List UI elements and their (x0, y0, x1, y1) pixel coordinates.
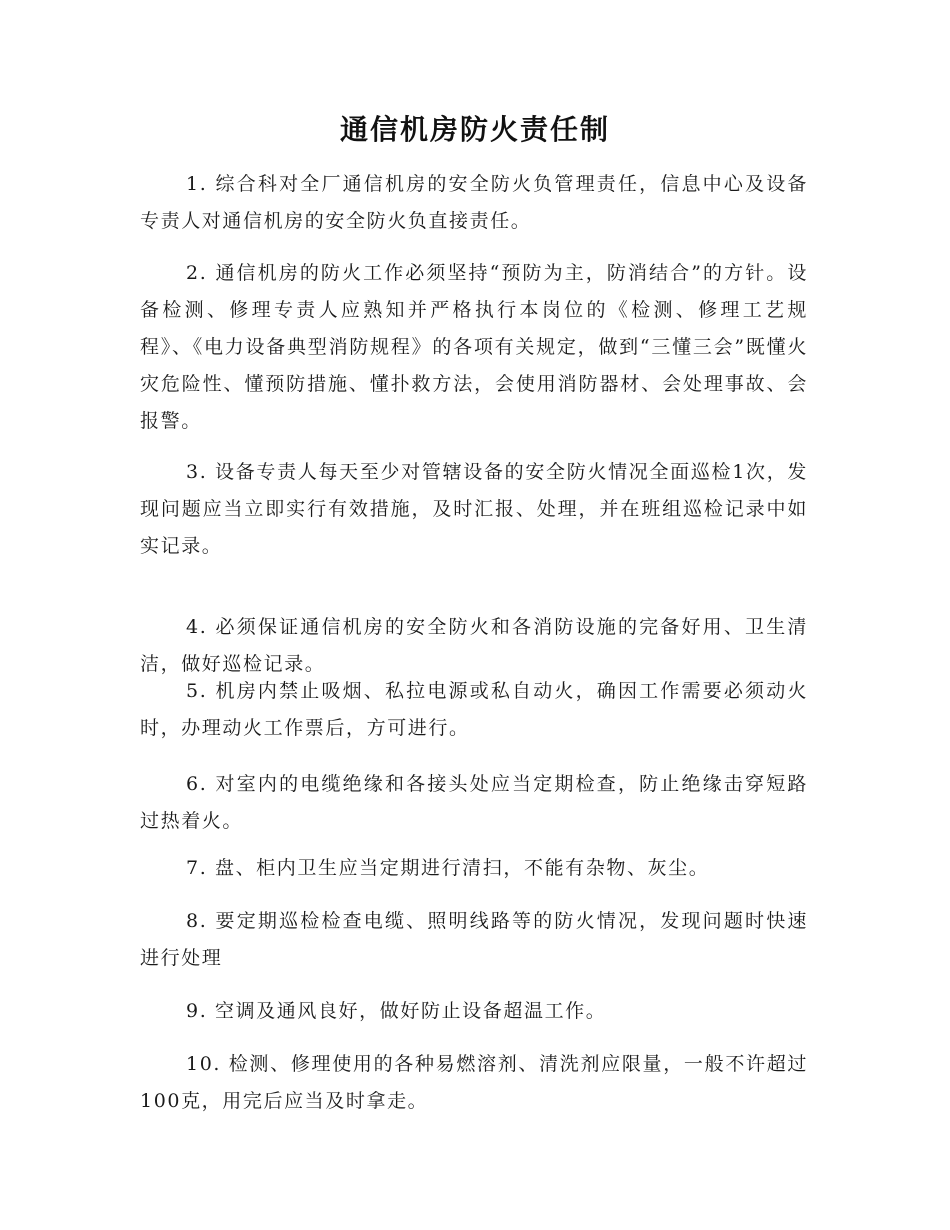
document-title: 通信机房防火责任制 (339, 113, 610, 146)
paragraph-6: 6. 对室内的电缆绝缘和各接头处应当定期检查，防止绝缘击穿短路过热着火。 (140, 773, 808, 832)
paragraph-10: 10. 检测、修理使用的各种易燃溶剂、清洗剂应限量，一般不许超过100克，用完后应当及时拿走。 (140, 1053, 808, 1112)
paragraph-1: 1. 综合科对全厂通信机房的安全防火负管理责任，信息中心及设备专责人对通信机房的安全防火负直接责任。 (140, 173, 808, 232)
paragraph-9: 9. 空调及通风良好，做好防止设备超温工作。 (186, 1000, 607, 1022)
paragraph-3: 3. 设备专责人每天至少对管辖设备的安全防火情况全面巡检1次，发现问题应当立即实行有效措施，及时汇报、处理，并在班组巡检记录中如实记录。 (140, 461, 808, 557)
paragraph-8: 8. 要定期巡检检查电缆、照明线路等的防火情况，发现问题时快速进行处理 (140, 910, 808, 969)
paragraph-4: 4. 必须保证通信机房的安全防火和各消防设施的完备好用、卫生清洁，做好巡检记录。 (140, 616, 808, 675)
paragraph-2: 2. 通信机房的防火工作必须坚持“预防为主，防消结合”的方针。设备检测、修理专责人应熟知并严格执行本岗位的《检测、修理工艺规程》、《电力设备典型消防规程》的各项有关规定，做到“三懂三会”既懂火灾危险性、懂预防措施、懂扑救方法，会使用消防器材、会处理事故、会报警。 (140, 262, 808, 432)
paragraph-5: 5. 机房内禁止吸烟、私拉电源或私自动火，确因工作需要必须动火时，办理动火工作票后，方可进行。 (140, 680, 808, 739)
paragraph-7: 7. 盘、柜内卫生应当定期进行清扫，不能有杂物、灰尘。 (186, 857, 710, 879)
